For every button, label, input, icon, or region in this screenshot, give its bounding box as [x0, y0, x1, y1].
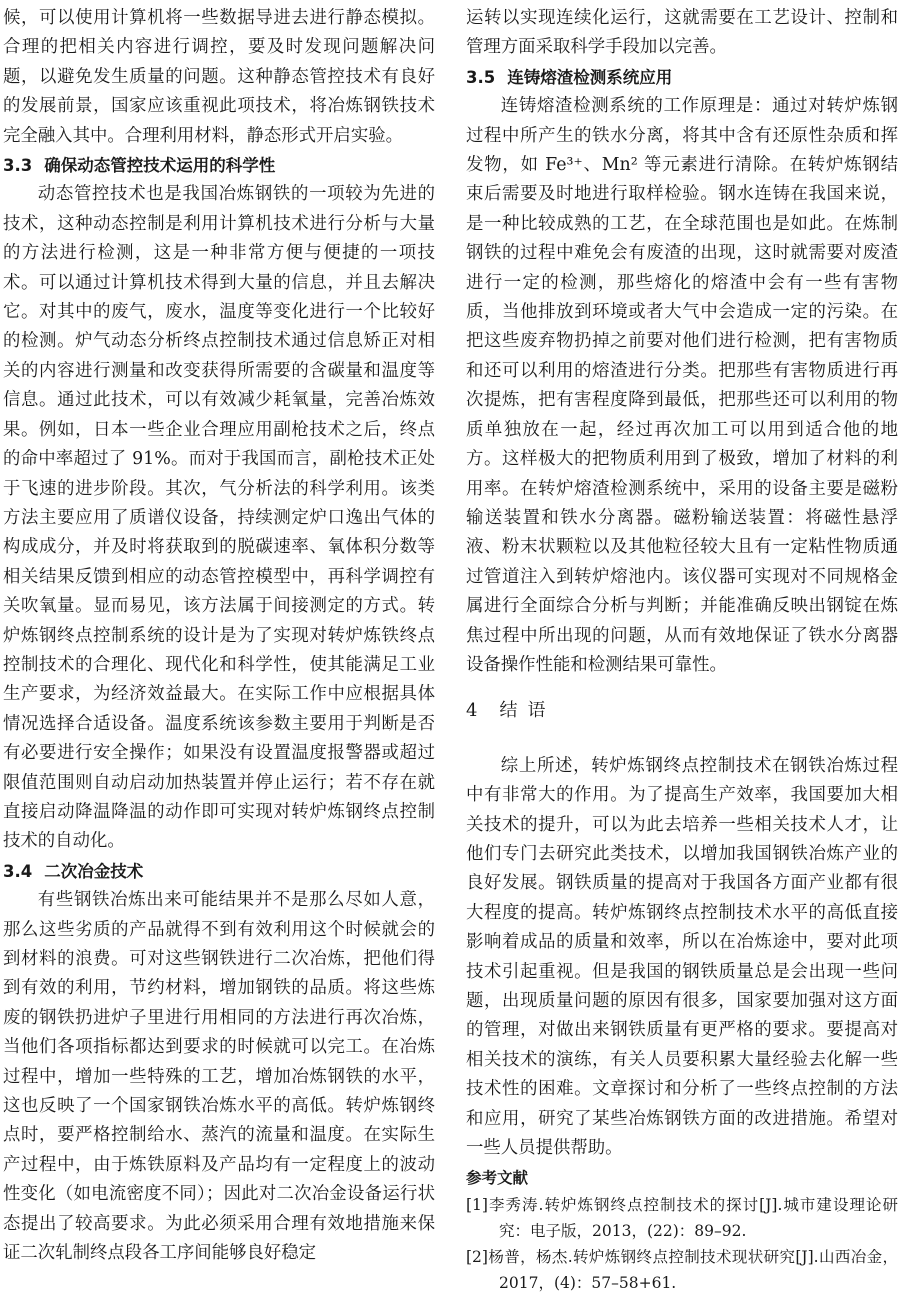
right-column	[466, 4, 898, 1296]
section-3-5-number: 3.5	[466, 67, 496, 87]
continued-paragraph: 运转以实现连续化运行，这就需要在工艺设计、控制和管理方面采取科学手段加以完善。	[466, 8, 898, 58]
conclusion-paragraph: 综上所述，转炉炼钢终点控制技术在钢铁冶炼过程中有非常大的作用。为了提高生产效率，我国要加大相关技术的提升，可以为此去培养一些相关技术人才，让他们专门去研究此类技术，以增加我国钢铁冶炼产业的良好发展。钢铁质量的提高对于我国各方面产业都有很大程度的提高。转炉炼钢终点控制技术水平的高低直接影响着成品的质量和效率，所以在冶炼途中，要对此项技术引起重视。但是我国的钢铁质量总是会出现一些问题，出现质量问题的原因有很多，国家要加强对这方面的管理，对做出来钢铁质量有更严格的要求。要提高对相关技术的演练，有关人员要积累大量经验去化解一些技术性的困难。文章探讨和分析了一些终点控制的方法和应用，研究了某些冶炼钢铁方面的改进措施。希望对一些人员提供帮助。	[466, 755, 898, 1159]
left-column	[3, 4, 435, 1268]
section-3-3-paragraph: 动态管控技术也是我国冶炼钢铁的一项较为先进的技术，这种动态控制是利用计算机技术进行分析与大量的方法进行检测，这是一种非常方便与便捷的一项技术。可以通过计算机技术得到大量的信息，并且去解决它。对其中的废气，废水，温度等变化进行一个比较好的检测。炉气动态分析终点控制技术通过信息矫正对相关的内容进行测量和改变获得所需要的含碳量和温度等信息。通过此技术，可以有效减少耗氧量，完善冶炼效果。例如，日本一些企业合理应用副枪技术之后，终点的命中率超过了 91%。而对于我国而言，副枪技术正处于飞速的进步阶段。其次，气分析法的科学利用。该类方法主要应用了质谱仪设备，持续测定炉口逸出气体的构成成分，并及时将获取到的脱碳速率、氧体积分数等相关结果反馈到相应的动态管控模型中，再科学调控有关吹氧量。显而易见，该方法属于间接测定的方式。转炉炼钢终点控制系统的设计是为了实现对转炉炼铁终点控制技术的合理化、现代化和科学性，使其能满足工业生产要求，为经济效益最大。在实际工作中应根据具体情况选择合适设备。温度系统该参数主要用于判断是否有必要进行安全操作；如果没有设置温度报警器或超过限值范围则自动启动加热装置并停止运行；若不存在就直接启动降温降温的动作即可实现对转炉炼钢终点控制技术的自动化。	[3, 184, 435, 852]
section-3-5-title: 连铸熔渣检测系统应用	[507, 67, 673, 87]
reference-item-2: [2]杨普，杨杰.转炉炼钢终点控制技术现状研究[J].山西冶金，2017，(4)：57–58+61.	[466, 1248, 898, 1293]
section-3-4-title: 二次冶金技术	[44, 861, 144, 881]
intro-paragraph: 候，可以使用计算机将一些数据导进去进行静态模拟。合理的把相关内容进行调控，要及时发现问题解决问题，以避免发生质量的问题。这种静态管控技术有良好的发展前景，国家应该重视此项技术，将冶炼钢铁技术完全融入其中。合理利用材料，静态形式开启实验。	[3, 8, 435, 146]
section-3-5-paragraph: 连铸熔渣检测系统的工作原理是：通过对转炉炼钢过程中所产生的铁水分离，将其中含有还原性杂质和挥发物，如 Fe³⁺、Mn² 等元素进行清除。在转炉炼钢结束后需要及时地进行取样检验。钢水连铸在我国来说，是一种比较成熟的工艺，在全球范围也是如此。在炼制钢铁的过程中难免会有废渣的出现，这时就需要对废渣进行一定的检测，那些熔化的熔渣中会有一些有害物质，当他排放到环境或者大气中会造成一定的污染。在把这些废弃物扔掉之前要对他们进行检测，把有害物质和还可以利用的熔渣进行分类。把那些有害物质进行再次提炼，把有害程度降到最低，把那些还可以利用的物质单独放在一起，经过再次加工可以用到适合他的地方。这样极大的把物质利用到了极致，增加了材料的利用率。在转炉熔渣检测系统中，采用的设备主要是磁粉输送装置和铁水分离器。磁粉输送装置：将磁性悬浮液、粉末状颗粒以及其他粒径较大且有一定粘性物质通过管道注入到转炉熔池内。该仪器可实现对不同规格金属进行全面综合分析与判断；并能准确反映出钢锭在炼焦过程中所出现的问题，从而有效地保证了铁水分离器设备操作性能和检测结果可靠性。	[466, 96, 898, 675]
section-3-3-number: 3.3	[3, 156, 33, 176]
section-3-5-heading	[466, 63, 898, 92]
section-4-title: 结语	[499, 700, 556, 722]
section-3-3-heading	[3, 151, 435, 180]
section-3-4-heading	[3, 857, 435, 886]
section-4-number: 4	[466, 700, 478, 722]
reference-item-1: [1]李秀涛.转炉炼钢终点控制技术的探讨[J].城市建设理论研究：电子版，2013，(22)：89–92.	[466, 1196, 898, 1241]
references-title: 参考文献	[466, 1169, 529, 1188]
section-3-3-title: 确保动态管控技术运用的科学性	[44, 156, 276, 176]
section-3-4-number: 3.4	[3, 861, 33, 881]
section-4-heading	[466, 696, 898, 725]
section-3-4-paragraph: 有些钢铁冶炼出来可能结果并不是那么尽如人意，那么这些劣质的产品就得不到有效利用这个时候就会的到材料的浪费。可对这些钢铁进行二次冶炼，把他们得到有效的利用，节约材料，增加钢铁的品质。将这些炼废的钢铁扔进炉子里进行用相同的方法进行再次冶炼，当他们各项指标都达到要求的时候就可以完工。在冶炼过程中，增加一些特殊的工艺，增加冶炼钢铁的水平，这也反映了一个国家钢铁冶炼水平的高低。转炉炼钢终点时，要严格控制给水、蒸汽的流量和温度。在实际生产过程中，由于炼铁原料及产品均有一定程度上的波动性变化（如电流密度不同）；因此对二次冶金设备运行状态提出了较高要求。为此必须采用合理有效地措施来保证二次轧制终点段各工序间能够良好稳定	[3, 890, 435, 1264]
